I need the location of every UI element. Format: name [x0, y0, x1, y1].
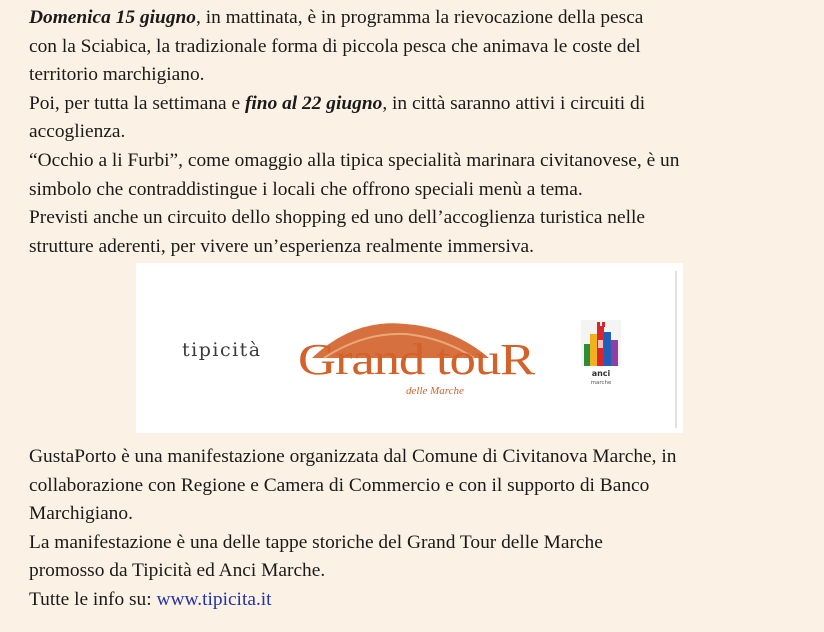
anci-marche-logo [581, 320, 621, 386]
tipicita-link[interactable]: www.tipicita.it [156, 588, 272, 610]
end-date: fino al 22 giugno [244, 92, 383, 114]
text: Marchigiano. [29, 503, 133, 525]
info-label: Tutte le info su: [29, 588, 157, 610]
paragraph-organizer [29, 443, 809, 529]
paragraph-circuits [29, 90, 809, 147]
text: Poi, per tutta la settimana e [29, 92, 245, 114]
paragraph-occhio-furbi [29, 147, 809, 204]
text: strutture aderenti, per vivere un’esperienza realmente immersiva. [29, 235, 534, 257]
svg-text:anci: anci [591, 369, 611, 378]
text: collaborazione con Regione e Camera di Commercio e con il supporto di Banco [29, 474, 650, 496]
paragraph-shopping [29, 204, 809, 261]
paragraph-info [29, 586, 809, 615]
text: Previsti anche un circuito dello shopping ed uno dell’accoglienza turistica nelle [29, 207, 645, 229]
text: La manifestazione è una delle tappe storiche del Grand Tour delle Marche [29, 531, 603, 553]
text: GustaPorto è una manifestazione organizzata dal Comune di Civitanova Marche, in [29, 446, 677, 467]
divider [675, 271, 677, 428]
paragraph-grand-tour [29, 529, 809, 586]
text: accoglienza. [29, 121, 126, 143]
grand-tour-marche-logo [294, 318, 539, 398]
article-body [29, 4, 809, 261]
event-date: Domenica 15 giugno [29, 7, 196, 28]
paragraph-sciabica [29, 4, 809, 90]
text: promosso da Tipicità ed Anci Marche. [29, 560, 326, 582]
text: con la Sciabica, la tradizionale forma di piccola pesca che animava le coste del [29, 35, 641, 57]
text: , in città saranno attivi i circuiti di [382, 92, 646, 114]
svg-text:marche: marche [590, 380, 612, 386]
text: simbolo che contraddistingue i locali che offrono speciali menù a tema. [29, 178, 583, 200]
svg-text:Grand touR: Grand touR [298, 335, 536, 384]
text: “Occhio a li Furbi”, come omaggio alla tipica specialità marinara civitanovese, è un [29, 149, 680, 171]
partner-logos-banner [136, 263, 683, 433]
article-footer [29, 443, 809, 615]
tipicita-logo: tipicità [182, 339, 262, 361]
text: territorio marchigiano. [29, 64, 205, 86]
text: , in mattinata, è in programma la rievocazione della pesca [196, 7, 644, 28]
svg-text:delle Marche: delle Marche [406, 385, 464, 397]
